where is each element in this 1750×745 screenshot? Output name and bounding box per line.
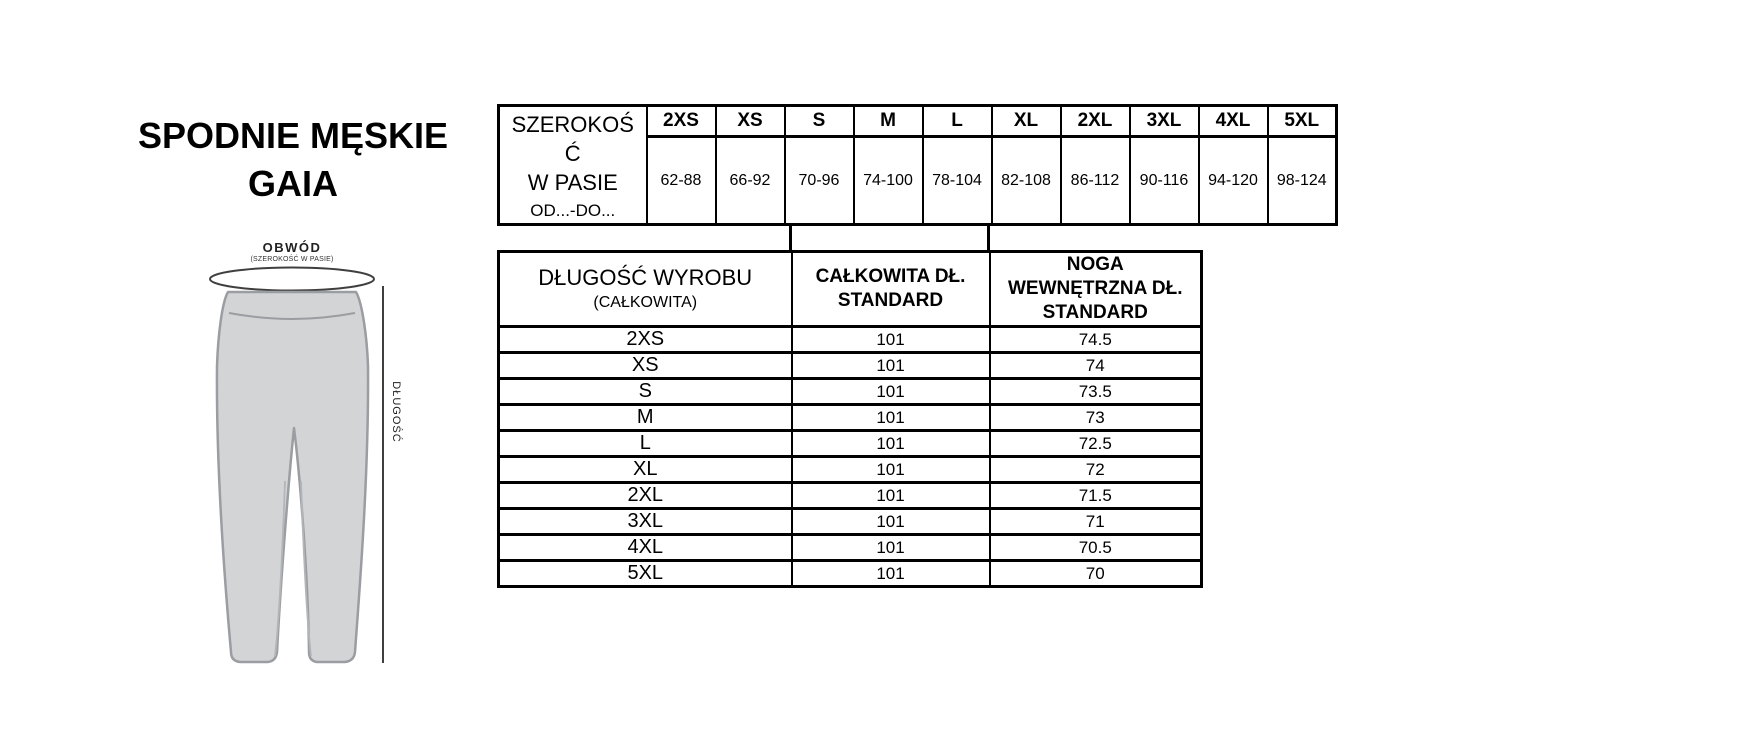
total-length-cell: 101 — [792, 483, 990, 509]
size-cell: 2XL — [499, 483, 792, 509]
total-length-cell: 101 — [792, 509, 990, 535]
waist-range-cell: 82-108 — [992, 137, 1061, 225]
title-line-2: GAIA — [248, 163, 338, 204]
pants-shape — [217, 292, 368, 662]
waist-width-sublabel: (SZEROKOŚĆ W PASIE) — [250, 256, 334, 263]
length-label: DŁUGOŚĆ — [390, 381, 402, 443]
size-column-header: 2XS — [647, 106, 716, 137]
size-cell: 4XL — [499, 535, 792, 561]
size-column-header: L — [923, 106, 992, 137]
size-column-header: S — [785, 106, 854, 137]
header-product-length — [499, 252, 792, 327]
length-table-row — [499, 483, 1202, 509]
size-column-header: XS — [716, 106, 785, 137]
inner-leg-cell: 74 — [990, 353, 1202, 379]
size-column-header: 4XL — [1199, 106, 1268, 137]
size-column-header: 2XL — [1061, 106, 1130, 137]
total-length-cell: 101 — [792, 431, 990, 457]
size-cell: XL — [499, 457, 792, 483]
length-table-row — [499, 457, 1202, 483]
waist-label-group — [184, 240, 400, 263]
inner-leg-cell: 71 — [990, 509, 1202, 535]
table-connector-line — [789, 226, 792, 252]
header-inner-leg: NOGA WEWNĘTRZNA DŁ. STANDARD — [990, 252, 1202, 327]
length-table-row — [499, 509, 1202, 535]
total-length-cell: 101 — [792, 379, 990, 405]
table-connector-line — [987, 226, 990, 252]
waist-circumference-label: OBWÓD — [262, 240, 322, 255]
size-cell: XS — [499, 353, 792, 379]
waist-title-range-hint: OD...-DO... — [530, 201, 616, 220]
total-length-cell: 101 — [792, 457, 990, 483]
waist-range-cell: 90-116 — [1130, 137, 1199, 225]
waist-range-cell: 78-104 — [923, 137, 992, 225]
length-table-row — [499, 561, 1202, 587]
total-length-cell: 101 — [792, 405, 990, 431]
length-table-row — [499, 379, 1202, 405]
length-table-row — [499, 535, 1202, 561]
inner-leg-cell: 73 — [990, 405, 1202, 431]
inner-leg-cell: 72 — [990, 457, 1202, 483]
length-table-row — [499, 431, 1202, 457]
total-length-cell: 101 — [792, 535, 990, 561]
waist-title-line: W PASIE — [527, 170, 618, 195]
waist-range-cell: 62-88 — [647, 137, 716, 225]
size-column-header: M — [854, 106, 923, 137]
size-header-row — [499, 106, 1337, 137]
waist-range-cell: 98-124 — [1268, 137, 1337, 225]
total-length-cell: 101 — [792, 353, 990, 379]
length-table-row — [499, 353, 1202, 379]
waist-range-cell: 74-100 — [854, 137, 923, 225]
length-table-header-row — [499, 252, 1202, 327]
size-column-header: 5XL — [1268, 106, 1337, 137]
waist-range-cell: 94-120 — [1199, 137, 1268, 225]
waist-size-table — [497, 104, 1338, 226]
waist-range-cell: 70-96 — [785, 137, 854, 225]
inner-leg-cell: 71.5 — [990, 483, 1202, 509]
title-line-1: SPODNIE MĘSKIE — [137, 115, 449, 156]
pants-diagram — [180, 240, 410, 672]
size-cell: S — [499, 379, 792, 405]
pants-illustration — [180, 266, 406, 670]
header-total-length: CAŁKOWITA DŁ. STANDARD — [792, 252, 990, 327]
size-cell: 3XL — [499, 509, 792, 535]
size-cell: L — [499, 431, 792, 457]
waist-table-title-cell — [499, 106, 647, 225]
inner-leg-cell: 73.5 — [990, 379, 1202, 405]
waist-range-cell: 86-112 — [1061, 137, 1130, 225]
inner-leg-cell: 74.5 — [990, 327, 1202, 353]
waist-range-cell: 66-92 — [716, 137, 785, 225]
length-table — [497, 250, 1203, 588]
inner-leg-cell: 70.5 — [990, 535, 1202, 561]
waist-title-line: Ć — [564, 141, 581, 166]
waist-title-line: SZEROKOŚ — [511, 112, 634, 137]
inner-leg-cell: 70 — [990, 561, 1202, 587]
total-length-cell: 101 — [792, 561, 990, 587]
inner-leg-cell: 72.5 — [990, 431, 1202, 457]
waist-ellipse — [210, 268, 374, 291]
size-column-header: 3XL — [1130, 106, 1199, 137]
page-title — [98, 112, 488, 208]
size-cell: 2XS — [499, 327, 792, 353]
header-product-length-title: DŁUGOŚĆ WYROBU — [538, 265, 753, 290]
length-table-row — [499, 327, 1202, 353]
size-column-header: XL — [992, 106, 1061, 137]
length-table-row — [499, 405, 1202, 431]
header-product-length-sub: (CAŁKOWITA) — [593, 294, 698, 311]
size-cell: M — [499, 405, 792, 431]
size-cell: 5XL — [499, 561, 792, 587]
total-length-cell: 101 — [792, 327, 990, 353]
